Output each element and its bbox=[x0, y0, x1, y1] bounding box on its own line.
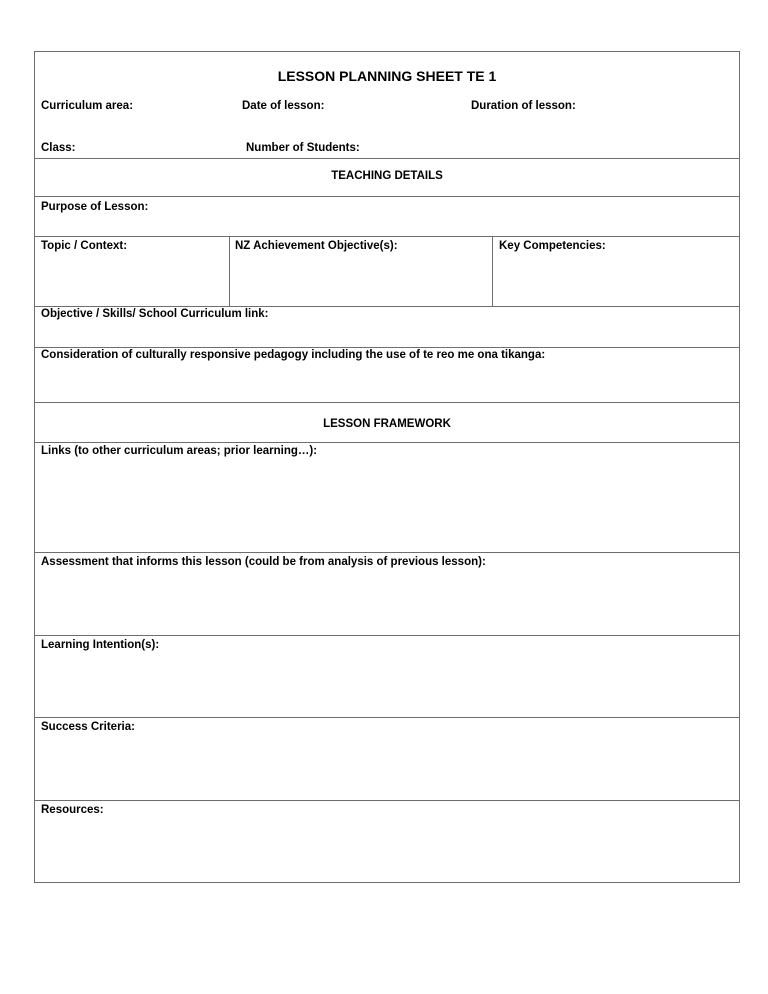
teaching-details-heading-row bbox=[35, 159, 739, 197]
curriculum-area-label: Curriculum area: bbox=[41, 100, 134, 112]
resources-row bbox=[35, 801, 739, 882]
key-competencies-label: Key Competencies: bbox=[499, 240, 606, 252]
sheet-title: LESSON PLANNING SHEET TE 1 bbox=[277, 68, 497, 84]
resources-label: Resources: bbox=[41, 804, 104, 816]
cultural-pedagogy-row bbox=[35, 348, 739, 403]
class-label: Class: bbox=[41, 142, 76, 154]
links-label: Links (to other curriculum areas; prior learning…): bbox=[41, 445, 318, 457]
success-criteria-label: Success Criteria: bbox=[41, 721, 135, 733]
nz-achievement-objective-label: NZ Achievement Objective(s): bbox=[235, 240, 398, 252]
teaching-details-heading: TEACHING DETAILS bbox=[331, 170, 443, 182]
topic-context-label: Topic / Context: bbox=[41, 240, 128, 252]
header-section bbox=[35, 52, 739, 159]
lesson-framework-heading-row bbox=[35, 403, 739, 443]
duration-of-lesson-label: Duration of lesson: bbox=[471, 100, 576, 112]
success-criteria-row bbox=[35, 718, 739, 801]
cultural-pedagogy-label: Consideration of culturally responsive pedagogy including the use of te reo me ona tikanga: bbox=[41, 349, 546, 361]
column-divider bbox=[492, 237, 493, 306]
objective-skills-row bbox=[35, 307, 739, 348]
assessment-label: Assessment that informs this lesson (could be from analysis of previous lesson): bbox=[41, 556, 486, 568]
objective-skills-label: Objective / Skills/ School Curriculum link: bbox=[41, 308, 269, 320]
purpose-of-lesson-label: Purpose of Lesson: bbox=[41, 201, 149, 213]
date-of-lesson-label: Date of lesson: bbox=[242, 100, 325, 112]
learning-intention-label: Learning Intention(s): bbox=[41, 639, 160, 651]
topic-objective-competencies-row bbox=[35, 237, 739, 307]
links-row bbox=[35, 443, 739, 553]
purpose-of-lesson-row bbox=[35, 197, 739, 237]
column-divider bbox=[229, 237, 230, 306]
assessment-row bbox=[35, 553, 739, 636]
lesson-planning-sheet bbox=[34, 51, 740, 883]
lesson-framework-heading: LESSON FRAMEWORK bbox=[323, 418, 451, 430]
learning-intention-row bbox=[35, 636, 739, 718]
number-of-students-label: Number of Students: bbox=[246, 142, 360, 154]
